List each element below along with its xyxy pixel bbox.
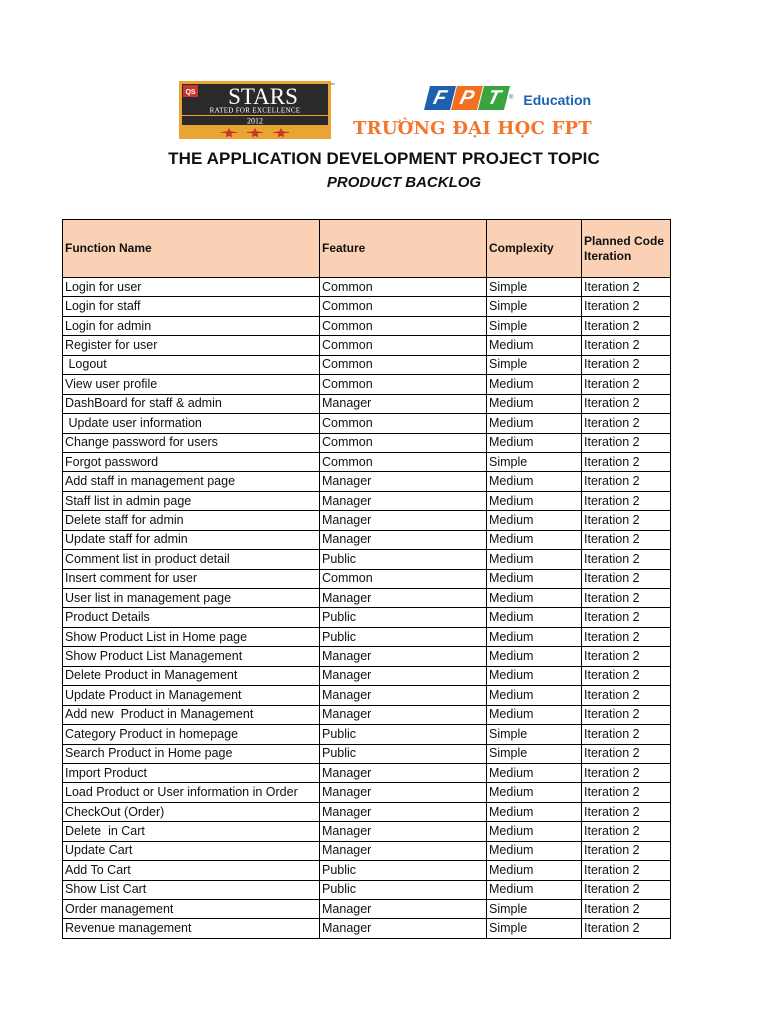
header-function-name: Function Name [63,220,320,278]
function-name-cell: Show Product List Management [63,647,320,666]
iteration-cell: Iteration 2 [582,705,671,724]
feature-cell: Common [320,452,487,471]
feature-cell: Public [320,725,487,744]
complexity-cell: Medium [487,433,582,452]
qs-year: 2012 [247,116,263,126]
complexity-cell: Medium [487,511,582,530]
feature-cell: Manager [320,647,487,666]
table-row [63,608,671,627]
iteration-cell: Iteration 2 [582,491,671,510]
complexity-cell: Medium [487,880,582,899]
feature-cell: Manager [320,822,487,841]
feature-cell: Manager [320,763,487,782]
iteration-cell: Iteration 2 [582,666,671,685]
iteration-cell: Iteration 2 [582,472,671,491]
header-complexity: Complexity [487,220,582,278]
function-name-cell: Order management [63,900,320,919]
feature-cell: Public [320,608,487,627]
function-name-cell: Update Product in Management [63,686,320,705]
table-row [63,919,671,938]
function-name-cell: Forgot password [63,452,320,471]
iteration-cell: Iteration 2 [582,452,671,471]
complexity-cell: Medium [487,686,582,705]
feature-cell: Manager [320,900,487,919]
iteration-cell: Iteration 2 [582,433,671,452]
complexity-cell: Medium [487,861,582,880]
feature-cell: Public [320,880,487,899]
table-row [63,666,671,685]
function-name-cell: Login for admin [63,316,320,335]
table-row [63,880,671,899]
header-feature: Feature [320,220,487,278]
qs-badge-text: QS [185,89,196,96]
feature-cell: Manager [320,841,487,860]
feature-cell: Manager [320,530,487,549]
table-row [63,414,671,433]
table-row [63,433,671,452]
function-name-cell: Revenue management [63,919,320,938]
feature-cell: Manager [320,589,487,608]
function-name-cell: Register for user [63,336,320,355]
function-name-cell: Import Product [63,763,320,782]
feature-cell: Manager [320,394,487,413]
feature-cell: Manager [320,511,487,530]
function-name-cell: Category Product in homepage [63,725,320,744]
complexity-cell: Medium [487,589,582,608]
feature-cell: Public [320,627,487,646]
table-row [63,472,671,491]
iteration-cell: Iteration 2 [582,861,671,880]
complexity-cell: Medium [487,569,582,588]
function-name-cell: User list in management page [63,589,320,608]
function-name-cell: Staff list in admin page [63,491,320,510]
feature-cell: Public [320,550,487,569]
iteration-cell: Iteration 2 [582,569,671,588]
table-row [63,686,671,705]
function-name-cell: Comment list in product detail [63,550,320,569]
table-row [63,647,671,666]
iteration-cell: Iteration 2 [582,530,671,549]
function-name-cell: Add To Cart [63,861,320,880]
table-row [63,763,671,782]
complexity-cell: Medium [487,394,582,413]
feature-cell: Manager [320,802,487,821]
function-name-cell: CheckOut (Order) [63,802,320,821]
complexity-cell: Medium [487,608,582,627]
qs-stars-logo [179,81,335,139]
iteration-cell: Iteration 2 [582,744,671,763]
table-row [63,783,671,802]
feature-cell: Manager [320,472,487,491]
table-row [63,394,671,413]
table-row [63,336,671,355]
feature-cell: Manager [320,491,487,510]
feature-cell: Manager [320,783,487,802]
table-row [63,802,671,821]
table-row [63,744,671,763]
iteration-cell: Iteration 2 [582,589,671,608]
iteration-cell: Iteration 2 [582,919,671,938]
table-row [63,355,671,374]
product-backlog-table [62,219,671,939]
iteration-cell: Iteration 2 [582,900,671,919]
feature-cell: Manager [320,919,487,938]
table-row [63,861,671,880]
complexity-cell: Medium [487,705,582,724]
iteration-cell: Iteration 2 [582,802,671,821]
table-row [63,491,671,510]
iteration-cell: Iteration 2 [582,783,671,802]
complexity-cell: Simple [487,725,582,744]
function-name-cell: Load Product or User information in Order [63,783,320,802]
function-name-cell: Add staff in management page [63,472,320,491]
complexity-cell: Medium [487,550,582,569]
fpt-letter-tile: P [451,86,483,110]
function-name-cell: View user profile [63,375,320,394]
feature-cell: Common [320,414,487,433]
iteration-cell: Iteration 2 [582,278,671,297]
feature-cell: Manager [320,666,487,685]
table-row [63,550,671,569]
function-name-cell: Logout [63,355,320,374]
function-name-cell: Update staff for admin [63,530,320,549]
complexity-cell: Simple [487,900,582,919]
table-row [63,725,671,744]
iteration-cell: Iteration 2 [582,725,671,744]
table-body [63,278,671,939]
complexity-cell: Simple [487,297,582,316]
function-name-cell: Change password for users [63,433,320,452]
complexity-cell: Simple [487,355,582,374]
iteration-cell: Iteration 2 [582,336,671,355]
page-title: THE APPLICATION DEVELOPMENT PROJECT TOPIC [168,149,600,168]
feature-cell: Common [320,336,487,355]
function-name-cell: Login for user [63,278,320,297]
feature-cell: Common [320,316,487,335]
feature-cell: Manager [320,686,487,705]
complexity-cell: Medium [487,414,582,433]
table-row [63,511,671,530]
iteration-cell: Iteration 2 [582,297,671,316]
qs-stars-word: STARS [228,84,298,109]
table-row [63,900,671,919]
complexity-cell: Medium [487,375,582,394]
function-name-cell: Search Product in Home page [63,744,320,763]
complexity-cell: Medium [487,783,582,802]
feature-cell: Common [320,375,487,394]
table-row [63,452,671,471]
iteration-cell: Iteration 2 [582,550,671,569]
table-row [63,375,671,394]
table-row [63,530,671,549]
feature-cell: Common [320,433,487,452]
function-name-cell: Delete in Cart [63,822,320,841]
iteration-cell: Iteration 2 [582,841,671,860]
complexity-cell: Medium [487,802,582,821]
feature-cell: Common [320,278,487,297]
function-name-cell: Show Product List in Home page [63,627,320,646]
iteration-cell: Iteration 2 [582,880,671,899]
university-name: TRƯỜNG ĐẠI HỌC FPT [353,118,592,139]
complexity-cell: Medium [487,841,582,860]
function-name-cell: Delete staff for admin [63,511,320,530]
table-row [63,297,671,316]
iteration-cell: Iteration 2 [582,511,671,530]
feature-cell: Public [320,744,487,763]
function-name-cell: DashBoard for staff & admin [63,394,320,413]
iteration-cell: Iteration 2 [582,647,671,666]
function-name-cell: Update user information [63,414,320,433]
education-label: Education [523,91,592,108]
fpt-education-logo [427,86,591,110]
complexity-cell: Medium [487,472,582,491]
feature-cell: Common [320,355,487,374]
complexity-cell: Simple [487,278,582,297]
complexity-cell: Medium [487,763,582,782]
table-row [63,316,671,335]
feature-cell: Common [320,569,487,588]
iteration-cell: Iteration 2 [582,608,671,627]
complexity-cell: Medium [487,336,582,355]
iteration-cell: Iteration 2 [582,375,671,394]
fpt-letter-tile: T [478,86,510,110]
function-name-cell: Product Details [63,608,320,627]
table-header-row [63,220,671,278]
feature-cell: Manager [320,705,487,724]
table-row [63,705,671,724]
complexity-cell: Medium [487,647,582,666]
table-row [63,841,671,860]
header-planned-code-iteration: Planned Code Iteration [582,220,671,278]
complexity-cell: Medium [487,491,582,510]
iteration-cell: Iteration 2 [582,394,671,413]
iteration-cell: Iteration 2 [582,822,671,841]
complexity-cell: Medium [487,822,582,841]
table-row [63,278,671,297]
function-name-cell: Insert comment for user [63,569,320,588]
table-row [63,569,671,588]
complexity-cell: Medium [487,666,582,685]
iteration-cell: Iteration 2 [582,414,671,433]
fpt-letter-tile: F [424,86,456,110]
feature-cell: Common [320,297,487,316]
function-name-cell: Update Cart [63,841,320,860]
qs-tagline: RATED FOR EXCELLENCE [209,106,301,115]
function-name-cell: Add new Product in Management [63,705,320,724]
function-name-cell: Show List Cart [63,880,320,899]
registered-mark: ® [509,95,514,101]
iteration-cell: Iteration 2 [582,686,671,705]
page-subtitle: PRODUCT BACKLOG [326,174,482,191]
qs-trademark: TM [330,82,335,86]
complexity-cell: Simple [487,744,582,763]
complexity-cell: Simple [487,452,582,471]
complexity-cell: Simple [487,919,582,938]
table-row [63,822,671,841]
iteration-cell: Iteration 2 [582,316,671,335]
function-name-cell: Delete Product in Management [63,666,320,685]
iteration-cell: Iteration 2 [582,355,671,374]
iteration-cell: Iteration 2 [582,763,671,782]
table-row [63,627,671,646]
fpt-letters [427,86,508,110]
table-row [63,589,671,608]
iteration-cell: Iteration 2 [582,627,671,646]
feature-cell: Public [320,861,487,880]
complexity-cell: Medium [487,530,582,549]
function-name-cell: Login for staff [63,297,320,316]
complexity-cell: Simple [487,316,582,335]
complexity-cell: Medium [487,627,582,646]
